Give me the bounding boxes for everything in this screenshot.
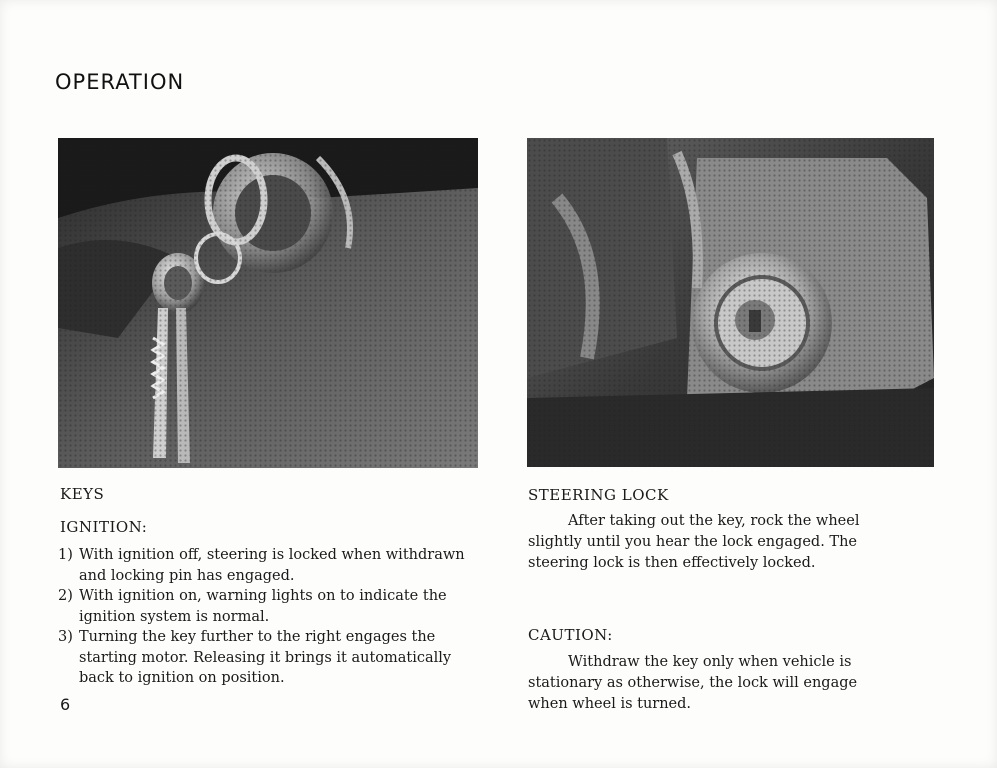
caution-paragraph: Withdraw the key only when vehicle is stationary as otherwise, the lock will engage when wheel is turned.	[528, 654, 858, 712]
ignition-list	[58, 545, 478, 689]
list-item	[58, 627, 478, 689]
keys-photo-image	[58, 138, 478, 468]
page-number: 6	[60, 695, 71, 714]
steering-lock-photo-image	[527, 138, 934, 467]
ignition-heading: IGNITION:	[60, 518, 148, 536]
caution-heading: CAUTION:	[528, 626, 613, 644]
steering-lock-photo	[527, 138, 934, 467]
list-item-text: Turning the key further to the right engages the starting motor. Releasing it brings it automatically back to ignition on position.	[79, 629, 452, 686]
list-item	[58, 586, 478, 627]
keys-photo	[58, 138, 478, 468]
list-item	[58, 545, 478, 586]
list-item-text: With ignition on, warning lights on to indicate the ignition system is normal.	[79, 588, 447, 625]
list-item-text: With ignition off, steering is locked when withdrawn and locking pin has engaged.	[79, 547, 465, 584]
steering-lock-heading: STEERING LOCK	[528, 486, 669, 504]
keys-heading: KEYS	[60, 485, 105, 503]
steering-lock-paragraph: After taking out the key, rock the wheel slightly until you hear the lock engaged. The steering lock is then effectively locked.	[528, 513, 860, 571]
page-title: OPERATION	[55, 70, 185, 94]
list-item-number: 1)	[58, 547, 73, 563]
list-item-number: 2)	[58, 588, 73, 604]
list-item-number: 3)	[58, 629, 73, 645]
